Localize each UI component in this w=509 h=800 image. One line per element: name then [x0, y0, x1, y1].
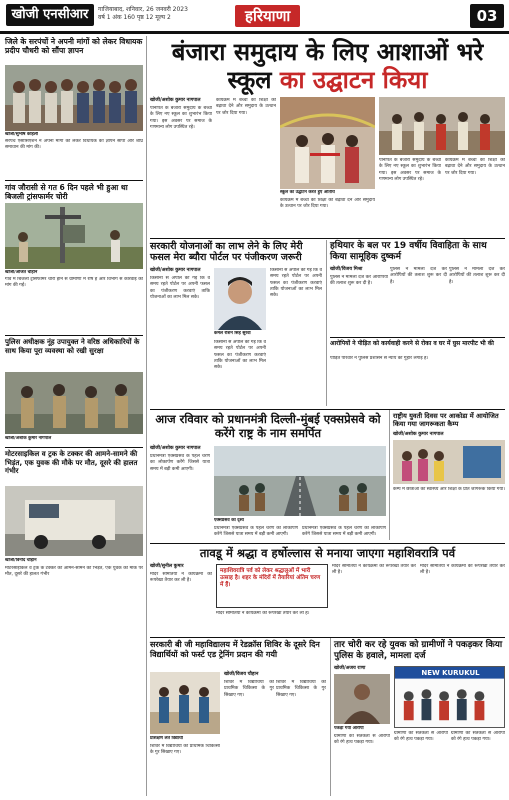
marriage-body-1: पुलिस ने मामला दर्ज कर आरोपियों की तलाश शुरू कर दी है।	[330, 275, 388, 287]
shivratri-body-3: मंदिर समितियों ने कार्यक्रमों की रूपरेखा तैयार कर ली है।	[332, 564, 416, 576]
shivratri-body-4: मंदिर समितियों ने कार्यक्रमों की रूपरेखा तैयार कर ली है।	[420, 564, 505, 576]
school-headline: सरकारी बी जी महाविद्यालय में रेडक्रॉस शिविर के दूसरे दिन विद्यार्थियों को फर्स्ट एड ट्रेनिंग प्रदान की गयी	[150, 640, 320, 659]
lead-body-1: पानीपत के बंजारा समुदाय के बच्चों के लिए नए स्कूल का शुभारंभ किया गया। इस अवसर पर समाज के गणमान्य लोग उपस्थित रहे।	[150, 106, 212, 130]
sarpanch-photo	[5, 65, 143, 131]
school-body-3: शिविर में विद्यार्थियों को प्राथमिक चिकित्सा के गुर सिखाए गए।	[150, 744, 220, 756]
shivratri-quote: महाशिवरात्रि पर्व को लेकर श्रद्धालुओं में भारी उत्साह है। शहर के मंदिरों में तैयारियां अंतिम चरण में हैं।	[220, 568, 321, 589]
express-headline: आज रविवार को प्रधानमंत्री दिल्ली-मुंबई एक्सप्रेसवे को करेंगे राष्ट्र के नाम समर्पित	[155, 412, 381, 440]
theft-photo-caption: पकड़ा गया आरोपी	[334, 726, 364, 731]
accident-headline: मोटरसाइकिल व ट्रक के टक्कर की आमने-सामने की भिड़ंत, एक युवक की मौके पर मौत, दूसरे की हालत गंभीर	[5, 450, 138, 475]
sarpanch-caption: खोजी/सुभाष कोहली	[5, 132, 38, 137]
lead-headline-word: स्कूल	[227, 66, 272, 94]
sarpanch-body: सरपंच एसोसिएशन ने अपनी मांगों को लेकर विधायक को ज्ञापन सौंपा और शीघ्र समाधान की मांग की।	[5, 139, 143, 151]
brand-logo: खोजी एनसीआर	[6, 4, 94, 26]
transformer-headline: गांव जौरासी से गत 6 दिन पहले भी हुआ था बिजली ट्रांसफार्मर चोरी	[5, 183, 128, 201]
divider	[5, 335, 143, 336]
edition-line-2: वर्ष 1 अंक 160 पृष्ठ 12 मूल्य 2	[98, 14, 171, 21]
column-divider	[326, 240, 327, 406]
accused-headline: आरोपियों ने पीड़ित को कार्यवाही करने से रोका व घर में घुस मारपीट भी की	[330, 340, 494, 347]
lead-byline: खोजी/अशोक कुमार नागपाल	[150, 98, 201, 103]
transformer-caption: खोजी/अजित चौहान	[5, 270, 38, 275]
accident-paragraph: मोटरसाइकिल व ट्रक के टक्कर की आमने-सामने की भिड़ंत, एक युवक की मौके पर मौत, दूसरे की हालत गंभीर	[5, 566, 143, 578]
lead-headline	[150, 38, 505, 94]
scheme-portrait-caption: कमल रोशन सिंह सुरवा	[214, 331, 251, 336]
theft-photo	[334, 674, 390, 724]
divider	[150, 543, 505, 544]
police-photo	[5, 372, 143, 434]
school-byline: खोजी/विजय चौहान	[224, 672, 259, 677]
accident-caption: खोजी/विनोद चौहान	[5, 558, 37, 563]
lead-headline-red: का उद्घाटन किया	[279, 66, 428, 94]
school-body-2: शिविर में विद्यार्थियों को प्राथमिक चिकित्सा के गुर सिखाए गए।	[276, 680, 326, 698]
shivratri-quote-box	[216, 564, 328, 608]
scheme-headline: सरकारी योजनाओं का लाभ लेने के लिए मेरी फसल मेरा ब्यौरा पोर्टल पर पंजीकरण जरूरी	[150, 241, 303, 263]
lead-photo	[280, 97, 375, 189]
accident-body	[5, 566, 143, 792]
divider	[150, 637, 505, 638]
express-body-2: प्रधानमंत्री एक्सप्रेसवे के पहले चरण का लोकार्पण करेंगे जिससे यात्रा समय में बड़ी कमी आएगी।	[214, 526, 298, 538]
lead-body-5: कार्यक्रम में बच्चों की शिक्षा को बढ़ावा देने और समुदाय के उत्थान पर जोर दिया गया।	[445, 158, 505, 176]
lead-photo-2	[379, 97, 505, 155]
ad-banner	[394, 666, 505, 728]
scheme-byline: खोजी/अशोक कुमार नागपाल	[150, 268, 201, 273]
marriage-body-2: पुलिस ने मामला दर्ज कर आरोपियों की तलाश शुरू कर दी है।	[390, 267, 447, 285]
school-body-1: शिविर में विद्यार्थियों को प्राथमिक चिकित्सा के गुर सिखाए गए।	[224, 680, 274, 698]
express-body-3: प्रधानमंत्री एक्सप्रेसवे के पहले चरण का लोकार्पण करेंगे जिससे यात्रा समय में बड़ी कमी आएगी।	[302, 526, 386, 538]
column-divider	[389, 410, 390, 540]
scheme-body-1: किसानों से अपील की गई कि वे समय रहते पोर्टल पर अपनी फसल का पंजीकरण करवाएं ताकि योजनाओं का लाभ मिल सके।	[150, 276, 210, 300]
theft-body-2: ग्रामीणों की सतर्कता से आरोपी को रंगे हाथ पकड़ा गया।	[394, 731, 448, 743]
divider	[5, 180, 143, 181]
divider	[330, 337, 505, 338]
theft-byline: खोजी/अजय राणा	[334, 666, 366, 671]
edition-line-1: गाजियाबाद, शनिवार, 26 जनवरी 2023	[98, 6, 188, 13]
theft-body-1: ग्रामीणों की सतर्कता से आरोपी को रंगे हाथ पकड़ा गया।	[334, 734, 390, 746]
accused-body: पीड़ित परिवार ने पुलिस प्रशासन से न्याय की गुहार लगाई है।	[330, 356, 429, 361]
express-byline: खोजी/अशोक कुमार नागपाल	[150, 446, 201, 451]
express-photo	[214, 446, 386, 516]
marriage-byline: खोजी/विजय मिश्रा	[330, 267, 363, 272]
scheme-portrait	[214, 268, 266, 330]
divider	[150, 238, 505, 239]
sarpanch-headline: जिले के सरपंचों ने अपनी मांगों को लेकर विधायक प्रदीप चौधरी को सौंपा ज्ञापन	[5, 37, 143, 55]
marriage-headline: हथियार के बल पर 19 वर्षीय विवाहिता के साथ किया सामूहिक दुष्कर्म	[330, 241, 487, 262]
police-headline: पुलिस अधीक्षक नूंह उपायुक्त ने वरिष्ठ अधिकारियों के साथ किया पूरा व्यवस्था को रखी सुरक्षा	[5, 338, 140, 355]
column-divider	[330, 638, 331, 796]
transformer-photo	[5, 203, 143, 269]
lead-body-2: कार्यक्रम में बच्चों की शिक्षा को बढ़ावा देने और समुदाय के उत्थान पर जोर दिया गया।	[216, 98, 276, 116]
school-photo	[150, 672, 220, 734]
column-divider	[146, 36, 147, 796]
camp-byline: खोजी/अशोक कुमार नागपाल	[393, 432, 444, 437]
camp-photo	[393, 440, 505, 484]
school-photo-caption: प्रशिक्षण लेते विद्यार्थी	[150, 736, 183, 741]
lead-headline-line-1: बंजारा समुदाय के लिए आशाओं भरे	[171, 38, 484, 66]
lead-body-4: पानीपत के बंजारा समुदाय के बच्चों के लिए नए स्कूल का शुभारंभ किया गया। इस अवसर पर समाज के गणमान्य लोग उपस्थित रहे।	[379, 158, 441, 182]
theft-body-3: ग्रामीणों की सतर्कता से आरोपी को रंगे हाथ पकड़ा गया।	[451, 731, 505, 743]
transformer-body: गांव में बिजली ट्रांसफार्मर चोरी होने से ग्रामीणों में रोष है और विभाग से कार्रवाई की मांग की गई।	[5, 277, 143, 289]
shivratri-body-1: मंदिर समितियों ने कार्यक्रमों की रूपरेखा तैयार कर ली है।	[150, 572, 212, 584]
camp-body: कैम्प में छात्राओं को स्वास्थ्य और शिक्षा के प्रति जागरूक किया गया।	[393, 487, 505, 492]
police-caption: खोजी/अशोक कुमार नागपाल	[5, 436, 52, 441]
accident-photo	[5, 486, 143, 556]
ad-banner-text: NEW KURUKUL	[421, 669, 480, 677]
edition-info	[98, 6, 218, 22]
scheme-body-3: किसानों से अपील की गई कि वे समय रहते पोर्टल पर अपनी फसल का पंजीकरण करवाएं ताकि योजनाओं का लाभ मिल सके।	[270, 268, 322, 299]
divider	[5, 447, 143, 448]
shivratri-body-2: मंदिर समितियों ने कार्यक्रमों की रूपरेखा तैयार कर ली है।	[216, 611, 310, 616]
lead-photo-caption: स्कूल का उद्घाटन करते हुए अतिथि	[280, 190, 335, 195]
shivratri-headline: तावडू में श्रद्धा व हर्षोल्लास से मनाया जाएगा महाशिवरात्रि पर्व	[199, 546, 456, 560]
section-title: हरियाणा	[235, 5, 300, 27]
scheme-body-2: किसानों से अपील की गई कि वे समय रहते पोर्टल पर अपनी फसल का पंजीकरण करवाएं ताकि योजनाओं का लाभ मिल सके।	[214, 340, 266, 371]
marriage-body-3: पुलिस ने मामला दर्ज कर आरोपियों की तलाश शुरू कर दी है।	[449, 267, 505, 285]
shivratri-byline: खोजी/सुनील कुमार	[150, 564, 184, 569]
divider	[150, 409, 505, 410]
theft-headline: तार चोरी कर रहे युवक को ग्रामीणों ने पकड़कर किया पुलिस के हवाले, मामला दर्ज	[334, 640, 503, 661]
camp-headline: राष्ट्रीय युवती दिवस पर आकोडा में आयोजित किया गया जागरूकता कैम्प	[393, 412, 499, 429]
page-number: 03	[470, 4, 504, 28]
express-body-1: प्रधानमंत्री एक्सप्रेसवे के पहले चरण का लोकार्पण करेंगे जिससे यात्रा समय में बड़ी कमी आएगी।	[150, 454, 210, 472]
express-photo-caption: एक्सप्रेसवे का दृश्य	[214, 518, 244, 523]
lead-body-3: कार्यक्रम में बच्चों की शिक्षा को बढ़ावा देने और समुदाय के उत्थान पर जोर दिया गया।	[280, 198, 375, 210]
